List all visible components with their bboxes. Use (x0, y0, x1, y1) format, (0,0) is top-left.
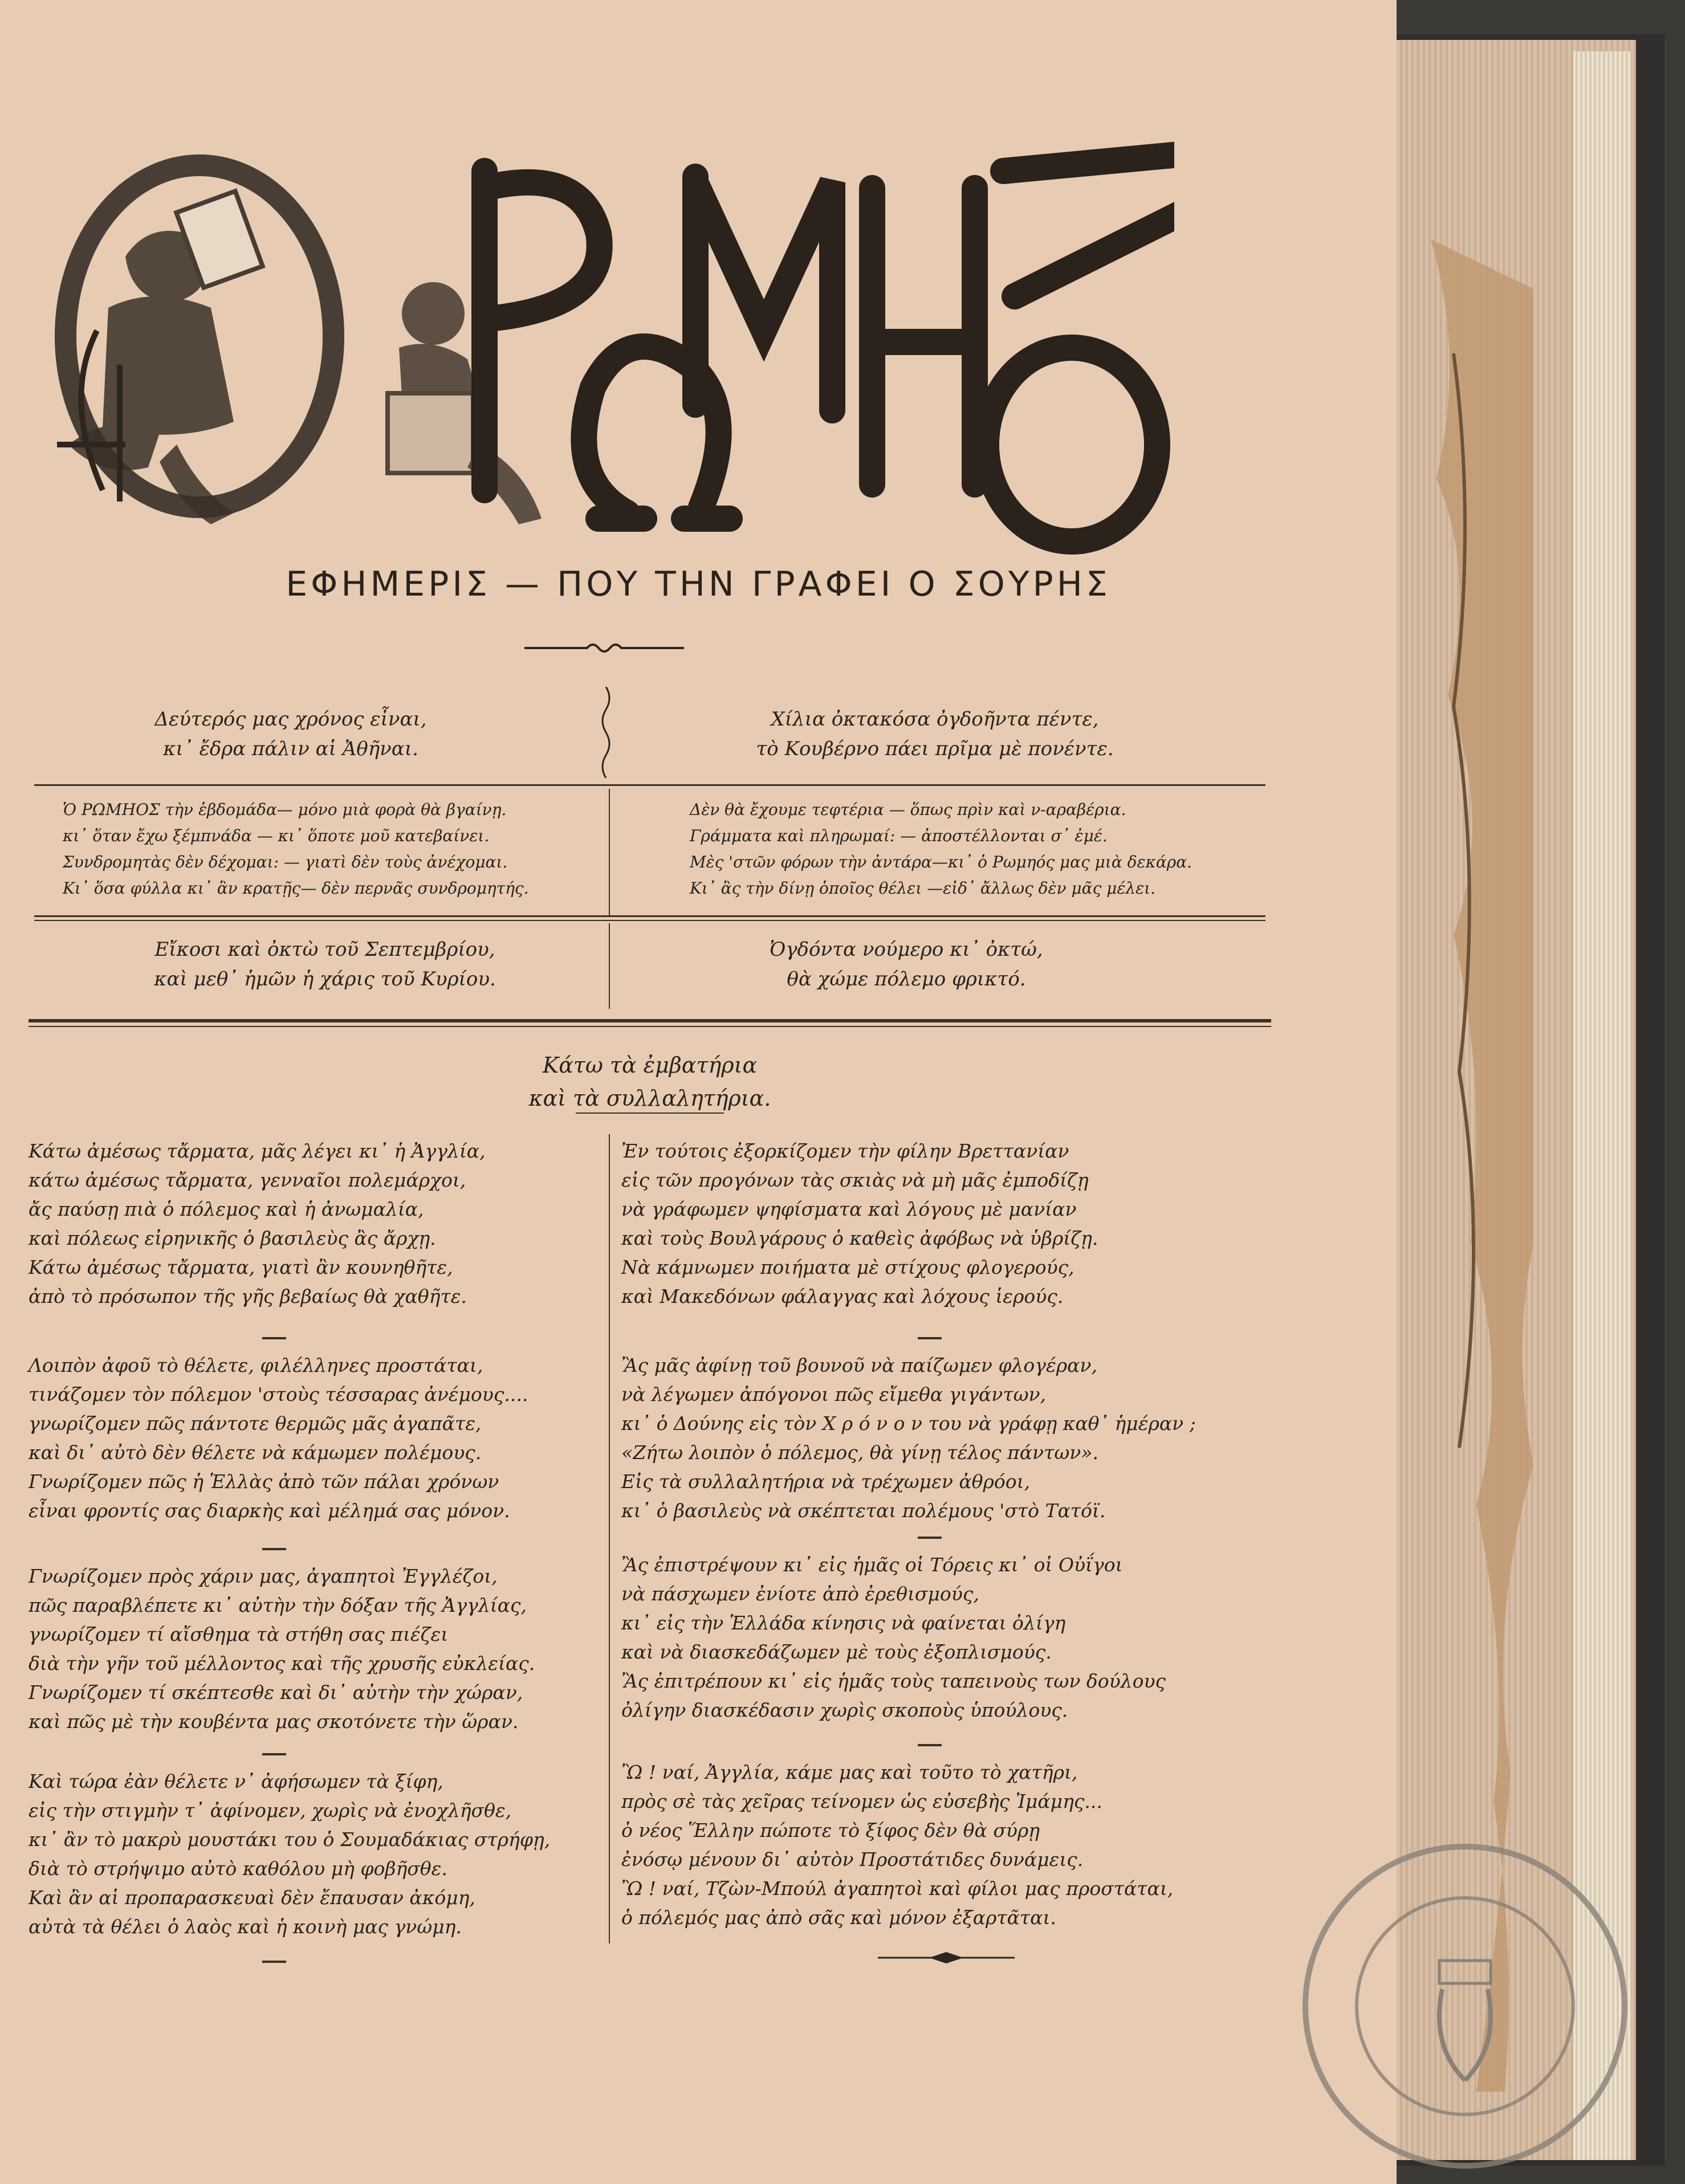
wavy-column-divider (597, 687, 614, 778)
poem-stanza-right-1: Ἐν τούτοις ἐξορκίζομεν τὴν φίλην Βρεττανίαν εἰς τῶν προγόνων τὰς σκιὰς νὰ μὴ μᾶς ἐμποδίζῃ νὰ γράφωμεν ψηφίσματα καὶ λόγους μὲ μανίαν καὶ τοὺς Βουλγάρους ὁ καθεὶς ἀφόβως νὰ ὑβρίζῃ. Νὰ κάμνωμεν ποιήματα μὲ στίχους φλογερούς, καὶ Μακεδόνων φάλαγγας καὶ λόχους ἱερούς. (621, 1140, 1098, 1307)
header-verse-left: Δεύτερός μας χρόνος εἶναι, κι᾽ ἔδρα πάλιν αἱ Ἀθῆναι. (154, 708, 427, 760)
stanza-separator (262, 1337, 286, 1339)
institution-stamp (1294, 1835, 1636, 2177)
date-verse-right: Ὀγδόντα νούμερο κι᾽ ὀκτώ, θὰ χώμε πόλεμο φρικτό. (770, 938, 1043, 991)
date-column-divider (609, 923, 610, 1009)
date-verse-left: Εἴκοσι καὶ ὀκτὼ τοῦ Σεπτεμβρίου, καὶ μεθ᾽ ἡμῶν ἡ χάρις τοῦ Κυρίου. (154, 938, 496, 991)
poem-stanza-right-3: Ἂς ἐπιστρέψουν κι᾽ εἰς ἡμᾶς οἱ Τόρεις κι᾽ οἱ Οὐΐγοι νὰ πάσχωμεν ἐνίοτε ἀπὸ ἐρεθισμούς, κι᾽ εἰς τὴν Ἑλλάδα κίνησις νὰ φαίνεται ὀλίγη καὶ νὰ διασκεδάζωμεν μὲ τοὺς ἐξοπλισμούς. Ἂς ἐπιτρέπουν κι᾽ εἰς ἡμᾶς τοὺς ταπεινοὺς των δούλους ὀλίγην διασκέδασιν χωρὶς σκοποὺς ὑπούλους. (621, 1554, 1166, 1721)
stanza-separator (262, 1753, 286, 1755)
stanza-separator (262, 1961, 286, 1963)
poem-stanza-right-4: Ὢ ! ναί, Ἀγγλία, κάμε μας καὶ τοῦτο τὸ χατῆρι, πρὸς σὲ τὰς χεῖρας τείνομεν ὡς εὐσεβὴς Ἰμάμης... ὁ νέος Ἕλλην πώποτε τὸ ξίφος δὲν θὰ σύρῃ ἐνόσῳ μένουν δι᾽ αὐτὸν Προστάτιδες δυνάμεις. Ὢ ! ναί, Τζὼν-Μπούλ ἀγαπητοὶ καὶ φίλοι μας προστάται, ὁ πόλεμός μας ἀπὸ σᾶς καὶ μόνον ἐξαρτᾶται. (621, 1761, 1174, 1929)
poem-stanza-right-2: Ἂς μᾶς ἀφίνῃ τοῦ βουνοῦ νὰ παίζωμεν φλογέραν, νὰ λέγωμεν ἀπόγονοι πῶς εἴμεθα γιγάντων, κι᾽ ὁ Δούνης εἰς τὸν Χ ρ ό ν ο ν του νὰ γράφῃ καθ᾽ ἡμέραν ; «Ζήτω λοιπὸν ὁ πόλεμος, θὰ γίνῃ τέλος πάντων». Εἰς τὰ συλλαλητήρια νὰ τρέχωμεν ἀθρόοι, κι᾽ ὁ βασιλεὺς νὰ σκέπτεται πολέμους 'στὸ Τατόϊ. (621, 1354, 1196, 1522)
title-underline (576, 1113, 724, 1114)
end-ornament (878, 1949, 1015, 1966)
article-title: Κάτω τὰ ἐμβατήρια καὶ τὰ συλλαλητήρια. (528, 1053, 771, 1111)
stanza-separator (918, 1337, 942, 1339)
terms-left: Ὁ ΡΩΜΗΟΣ τὴν ἑβδομάδα— μόνο μιὰ φορὰ θὰ βγαίνῃ. κι᾽ ὅταν ἔχω ξέμπνάδα — κι᾽ ὅποτε μοῦ κατεβαίνει. Συνδρομητὰς δὲν δέχομαι: — γιατὶ δὲν τοὺς ἀνέχομαι. Κι᾽ ὅσα φύλλα κι᾽ ἂν κρατῇς— δὲν περνᾶς συνδρομητής. (63, 800, 529, 898)
stanza-separator (918, 1537, 942, 1539)
masthead-illustration (34, 125, 1174, 559)
terms-right: Δὲν θὰ ἔχουμε τεφτέρια — ὅπως πρὶν καὶ ν-αραβέρια. Γράμματα καὶ πληρωμαί: — ἀποστέλλονται σ᾽ ἐμέ. Μὲς 'στῶν φόρων τὴν ἀντάρα—κι᾽ ὁ Ρωμηός μας μιὰ δεκάρα. Κι᾽ ἂς τὴν δίνῃ ὁποῖος θέλει —εἰδ᾽ ἄλλως δὲν μᾶς μέλει. (690, 800, 1192, 898)
rule-top (34, 784, 1265, 786)
header-verse-right: Χίλια ὀκτακόσα ὀγδοῆντα πέντε, τὸ Κουβέρνο πάει πρῖμα μὲ πονέντε. (756, 708, 1114, 760)
article-column-divider (609, 1134, 610, 1943)
torn-page-fragments (1408, 239, 1533, 2092)
stanza-separator (918, 1744, 942, 1746)
masthead-subtitle: ΕΦΗΜΕΡΙΣ — ΠΟΥ ΤΗΝ ΓΡΑΦΕΙ Ο ΣΟΥΡΗΣ (286, 564, 1111, 604)
poem-stanza-left-3: Γνωρίζομεν πρὸς χάριν μας, ἀγαπητοὶ Ἐγγλέζοι, πῶς παραβλέπετε κι᾽ αὐτὴν τὴν δόξαν τῆς Ἀγγλίας, γνωρίζομεν τί αἴσθημα τὰ στήθη σας πιέζει διὰ τὴν γῆν τοῦ μέλλοντος καὶ τῆς χρυσῆς εὐκλείας. Γνωρίζομεν τί σκέπτεσθε καὶ δι᾽ αὐτὴν τὴν χώραν, καὶ πῶς μὲ τὴν κουβέντα μας σκοτόνετε τὴν ὥραν. (29, 1565, 535, 1733)
terms-column-divider (609, 789, 610, 916)
rule-mid-2 (34, 920, 1265, 921)
rule-mid-1 (34, 915, 1265, 917)
rule-thin (29, 1026, 1271, 1027)
rule-thick (29, 1019, 1271, 1022)
stanza-separator (262, 1548, 286, 1550)
poem-stanza-left-2: Λοιπὸν ἀφοῦ τὸ θέλετε, φιλέλληνες προστάται, τινάζομεν τὸν πόλεμον 'στοὺς τέσσαρας ἀνέμους.... γνωρίζομεν πῶς πάντοτε θερμῶς μᾶς ἀγαπᾶτε, καὶ δι᾽ αὐτὸ δὲν θέλετε νὰ κάμωμεν πολέμους. Γνωρίζομεν πῶς ἡ Ἑλλὰς ἀπὸ τῶν πάλαι χρόνων εἶναι φροντίς σας διαρκὴς καὶ μέλημά σας μόνον. (29, 1354, 528, 1522)
poem-stanza-left-1: Κάτω ἀμέσως τἄρματα, μᾶς λέγει κι᾽ ἡ Ἀγγλία, κάτω ἀμέσως τἄρματα, γενναῖοι πολεμάρχοι, ἄς παύσῃ πιὰ ὁ πόλεμος καὶ ἡ ἀνωμαλία, καὶ πόλεως εἰρηνικῆς ὁ βασιλεὺς ἂς ἄρχῃ. Κάτω ἀμέσως τἄρματα, γιατὶ ἂν κουνηθῆτε, ἀπὸ τὸ πρόσωπον τῆς γῆς βεβαίως θὰ χαθῆτε. (29, 1140, 486, 1307)
ornament-divider (524, 639, 684, 657)
poem-stanza-left-4: Καὶ τώρα ἐὰν θέλετε ν᾽ ἀφήσωμεν τὰ ξίφη, εἰς τὴν στιγμὴν τ᾽ ἀφίνομεν, χωρὶς νὰ ἐνοχλῆσθε, κι᾽ ἂν τὸ μακρὺ μουστάκι του ὁ Σουμαδάκιας στρήφῃ, διὰ τὸ στρήψιμο αὐτὸ καθόλου μὴ φοβῆσθε. Καὶ ἂν αἱ προπαρασκευαὶ δὲν ἔπαυσαν ἀκόμη, αὐτὰ τὰ θέλει ὁ λαὸς καὶ ἡ κοινὴ μας γνώμη. (29, 1770, 551, 1938)
